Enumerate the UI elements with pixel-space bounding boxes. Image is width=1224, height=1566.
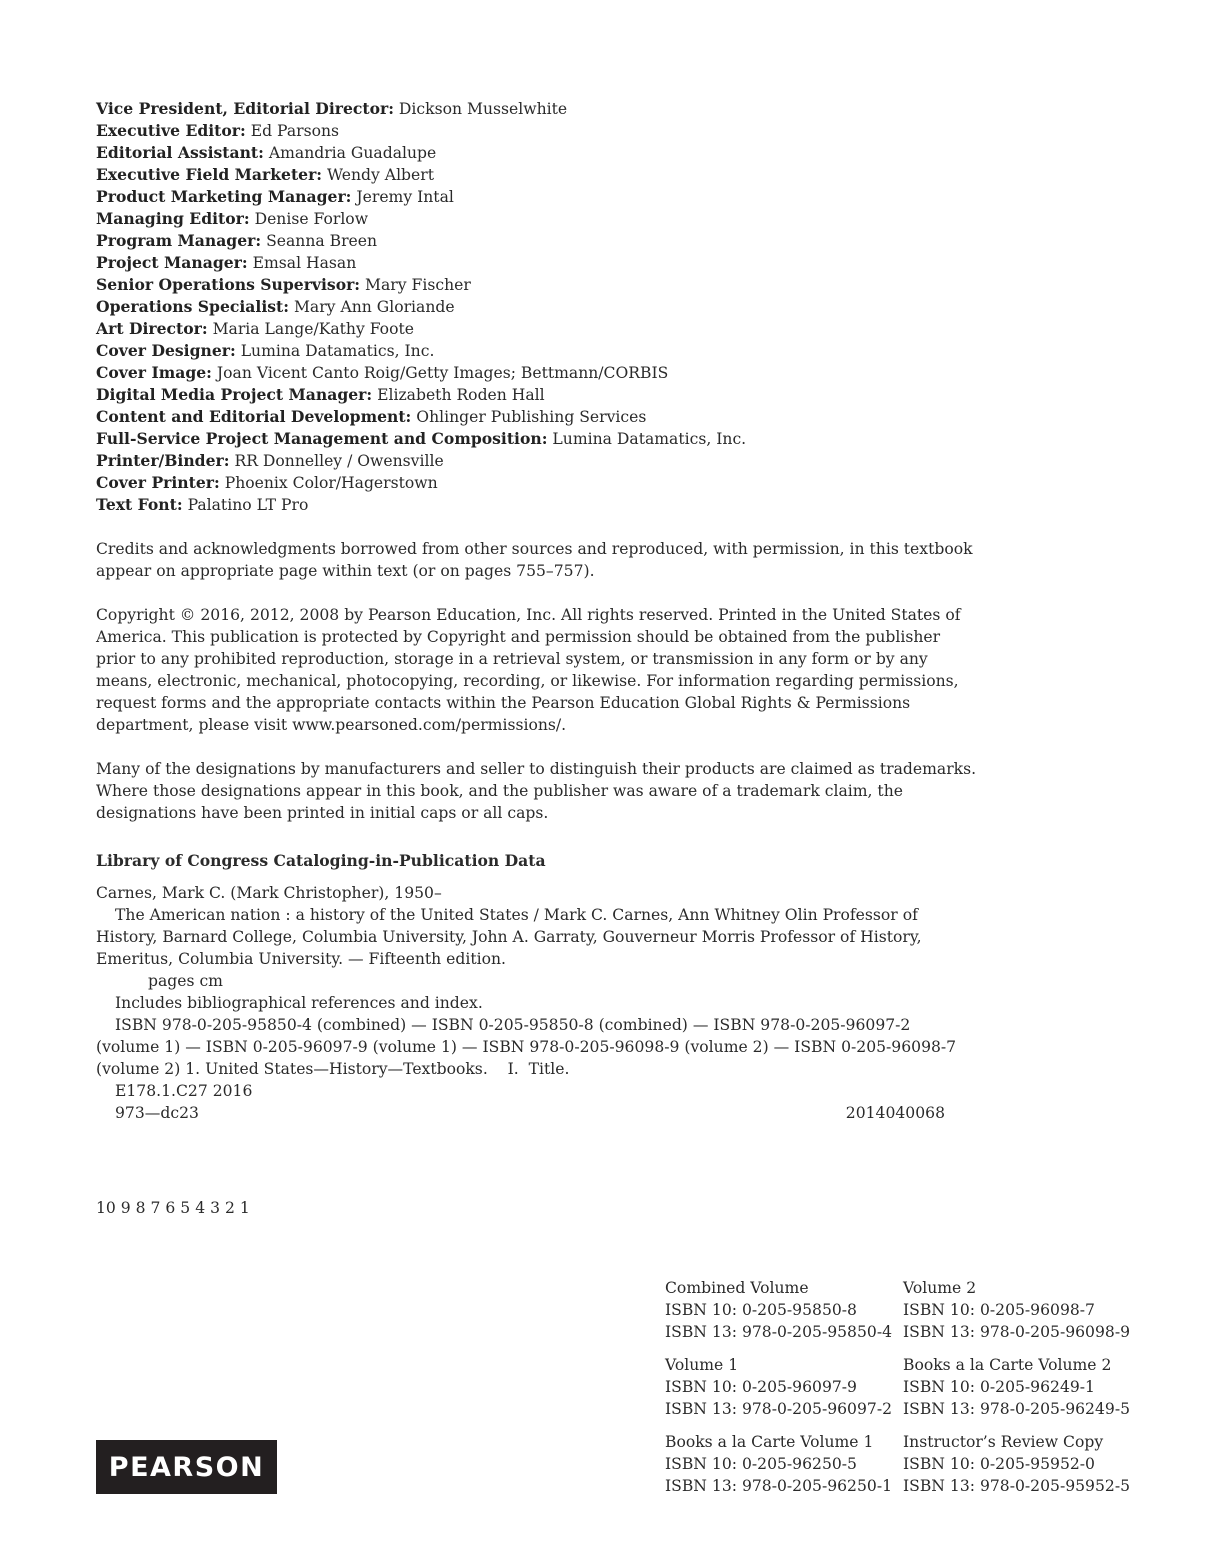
credit-line	[96, 494, 996, 516]
credit-role: Printer/Binder:	[96, 451, 230, 470]
credit-name: Mary Ann Gloriande	[293, 298, 455, 316]
cip-call-number: E178.1.C27 2016	[115, 1082, 253, 1100]
isbn-10: ISBN 10: 0-205-96097-9	[665, 1378, 857, 1396]
credit-line	[96, 472, 996, 494]
cip-isbn-line: ISBN 978-0-205-95850-4 (combined) — ISBN 0-205-95850-8 (combined) — ISBN 978-0-205-96097-2	[115, 1016, 911, 1034]
credit-role: Content and Editorial Development:	[96, 407, 412, 426]
cip-includes: Includes bibliographical references and index.	[115, 994, 483, 1012]
credit-name: Denise Forlow	[254, 210, 369, 228]
isbn-13: ISBN 13: 978-0-205-96097-2	[665, 1400, 893, 1418]
isbn-10: ISBN 10: 0-205-95850-8	[665, 1301, 857, 1319]
copyright-notice	[96, 604, 996, 736]
isbn-block	[665, 1277, 903, 1343]
cip-title-line: Emeritus, Columbia University. — Fifteenth edition.	[96, 950, 506, 968]
cip-isbn-line: (volume 1) — ISBN 0-205-96097-9 (volume 1) — ISBN 978-0-205-96098-9 (volume 2) — ISBN 0-205-96098-7	[96, 1038, 957, 1056]
credit-line	[96, 208, 996, 230]
credit-role: Managing Editor:	[96, 209, 250, 228]
text-line: Where those designations appear in this book, and the publisher was aware of a trademark claim, the	[96, 782, 903, 800]
isbn-block-title: Books a la Carte Volume 2	[903, 1356, 1112, 1374]
credit-line	[96, 406, 996, 428]
isbn-10: ISBN 10: 0-205-95952-0	[903, 1455, 1095, 1473]
isbn-13: ISBN 13: 978-0-205-96098-9	[903, 1323, 1131, 1341]
credit-role: Editorial Assistant:	[96, 143, 264, 162]
credit-line	[96, 384, 996, 406]
credit-role: Executive Field Marketer:	[96, 165, 323, 184]
credit-name: Ohlinger Publishing Services	[416, 408, 647, 426]
credit-line	[96, 230, 996, 252]
isbn-block-title: Books a la Carte Volume 1	[665, 1433, 874, 1451]
isbn-13: ISBN 13: 978-0-205-95952-5	[903, 1477, 1131, 1495]
credit-line	[96, 450, 996, 472]
credit-name: Wendy Albert	[327, 166, 434, 184]
cip-lccn: 2014040068	[845, 1104, 945, 1122]
text-line: means, electronic, mechanical, photocopying, recording, or likewise. For information regarding permissions,	[96, 672, 959, 690]
cip-isbn-line: (volume 2) 1. United States—History—Textbooks. I. Title.	[96, 1060, 570, 1078]
isbn-block-title: Volume 1	[665, 1356, 739, 1374]
credit-role: Executive Editor:	[96, 121, 246, 140]
credit-role: Product Marketing Manager:	[96, 187, 352, 206]
credit-name: RR Donnelley / Owensville	[234, 452, 444, 470]
credit-line	[96, 252, 996, 274]
credit-line	[96, 186, 996, 208]
credit-name: Jeremy Intal	[356, 188, 454, 206]
credit-line	[96, 164, 996, 186]
credit-line	[96, 428, 996, 450]
credit-role: Full-Service Project Management and Composition:	[96, 429, 548, 448]
isbn-10: ISBN 10: 0-205-96098-7	[903, 1301, 1095, 1319]
text-line: America. This publication is protected by Copyright and permission should be obtained from the publisher	[96, 628, 941, 646]
isbn-13: ISBN 13: 978-0-205-95850-4	[665, 1323, 893, 1341]
credit-line	[96, 296, 996, 318]
credits-note	[96, 538, 996, 582]
isbn-block-title: Volume 2	[903, 1279, 977, 1297]
cip-title-line: The American nation : a history of the United States / Mark C. Carnes, Ann Whitney Olin Professor of	[115, 906, 918, 924]
credit-line	[96, 120, 996, 142]
credit-name: Seanna Breen	[266, 232, 378, 250]
isbn-block-title: Combined Volume	[665, 1279, 809, 1297]
credit-role: Operations Specialist:	[96, 297, 289, 316]
credit-name: Phoenix Color/Hagerstown	[224, 474, 438, 492]
credit-line	[96, 318, 996, 340]
credit-name: Lumina Datamatics, Inc.	[552, 430, 747, 448]
isbn-block	[903, 1354, 1135, 1420]
credit-name: Lumina Datamatics, Inc.	[240, 342, 435, 360]
credit-line	[96, 98, 996, 120]
isbn-block-title: Instructor’s Review Copy	[903, 1433, 1104, 1451]
cip-pages: pages cm	[148, 972, 223, 990]
text-line: designations have been printed in initial caps or all caps.	[96, 804, 549, 822]
credit-name: Palatino LT Pro	[187, 496, 309, 514]
credit-name: Emsal Hasan	[252, 254, 357, 272]
credit-role: Digital Media Project Manager:	[96, 385, 373, 404]
credit-role: Program Manager:	[96, 231, 262, 250]
credit-name: Maria Lange/Kathy Foote	[212, 320, 414, 338]
trademark-notice	[96, 758, 996, 824]
credit-role: Text Font:	[96, 495, 183, 514]
credit-name: Amandria Guadalupe	[268, 144, 437, 162]
text-line: request forms and the appropriate contacts within the Pearson Education Global Rights & Permissions	[96, 694, 911, 712]
credit-role: Cover Image:	[96, 363, 212, 382]
print-line: 10 9 8 7 6 5 4 3 2 1	[96, 1199, 250, 1217]
credit-name: Elizabeth Roden Hall	[377, 386, 545, 404]
isbn-block	[903, 1277, 1135, 1343]
text-line: appear on appropriate page within text (or on pages 755–757).	[96, 562, 595, 580]
credit-line	[96, 340, 996, 362]
isbn-13: ISBN 13: 978-0-205-96250-1	[665, 1477, 893, 1495]
credit-line	[96, 362, 996, 384]
isbn-block	[665, 1354, 903, 1420]
credit-line	[96, 142, 996, 164]
credit-name: Dickson Musselwhite	[398, 100, 568, 118]
credits-list	[96, 98, 996, 516]
isbn-10: ISBN 10: 0-205-96250-5	[665, 1455, 857, 1473]
cip-heading: Library of Congress Cataloging-in-Publication Data	[96, 851, 546, 870]
credit-name: Ed Parsons	[250, 122, 340, 140]
credit-role: Art Director:	[96, 319, 208, 338]
isbn-block	[903, 1431, 1135, 1497]
cip-classification-row	[96, 1102, 945, 1124]
isbn-grid	[665, 1277, 1135, 1497]
pearson-logo: PEARSON	[96, 1440, 277, 1494]
credit-role: Cover Printer:	[96, 473, 220, 492]
cip-data	[96, 882, 996, 1124]
credit-role: Cover Designer:	[96, 341, 236, 360]
cip-dewey: 973—dc23	[115, 1104, 199, 1122]
credit-name: Mary Fischer	[365, 276, 471, 294]
credit-name: Joan Vicent Canto Roig/Getty Images; Bettmann/CORBIS	[216, 364, 669, 382]
credit-role: Senior Operations Supervisor:	[96, 275, 361, 294]
text-line: department, please visit www.pearsoned.com/permissions/.	[96, 716, 567, 734]
cip-author: Carnes, Mark C. (Mark Christopher), 1950–	[96, 884, 442, 902]
isbn-block	[665, 1431, 903, 1497]
cip-title-line: History, Barnard College, Columbia University, John A. Garraty, Gouverneur Morris Professor of History,	[96, 928, 922, 946]
text-line: Many of the designations by manufacturers and seller to distinguish their products are claimed as trademarks.	[96, 760, 977, 778]
text-line: Credits and acknowledgments borrowed from other sources and reproduced, with permission, in this textbook	[96, 540, 973, 558]
text-line: prior to any prohibited reproduction, storage in a retrieval system, or transmission in any form or by any	[96, 650, 928, 668]
credit-role: Project Manager:	[96, 253, 248, 272]
isbn-13: ISBN 13: 978-0-205-96249-5	[903, 1400, 1131, 1418]
credit-line	[96, 274, 996, 296]
isbn-10: ISBN 10: 0-205-96249-1	[903, 1378, 1095, 1396]
credit-role: Vice President, Editorial Director:	[96, 99, 394, 118]
text-line: Copyright © 2016, 2012, 2008 by Pearson Education, Inc. All rights reserved. Printed in the United States of	[96, 606, 961, 624]
